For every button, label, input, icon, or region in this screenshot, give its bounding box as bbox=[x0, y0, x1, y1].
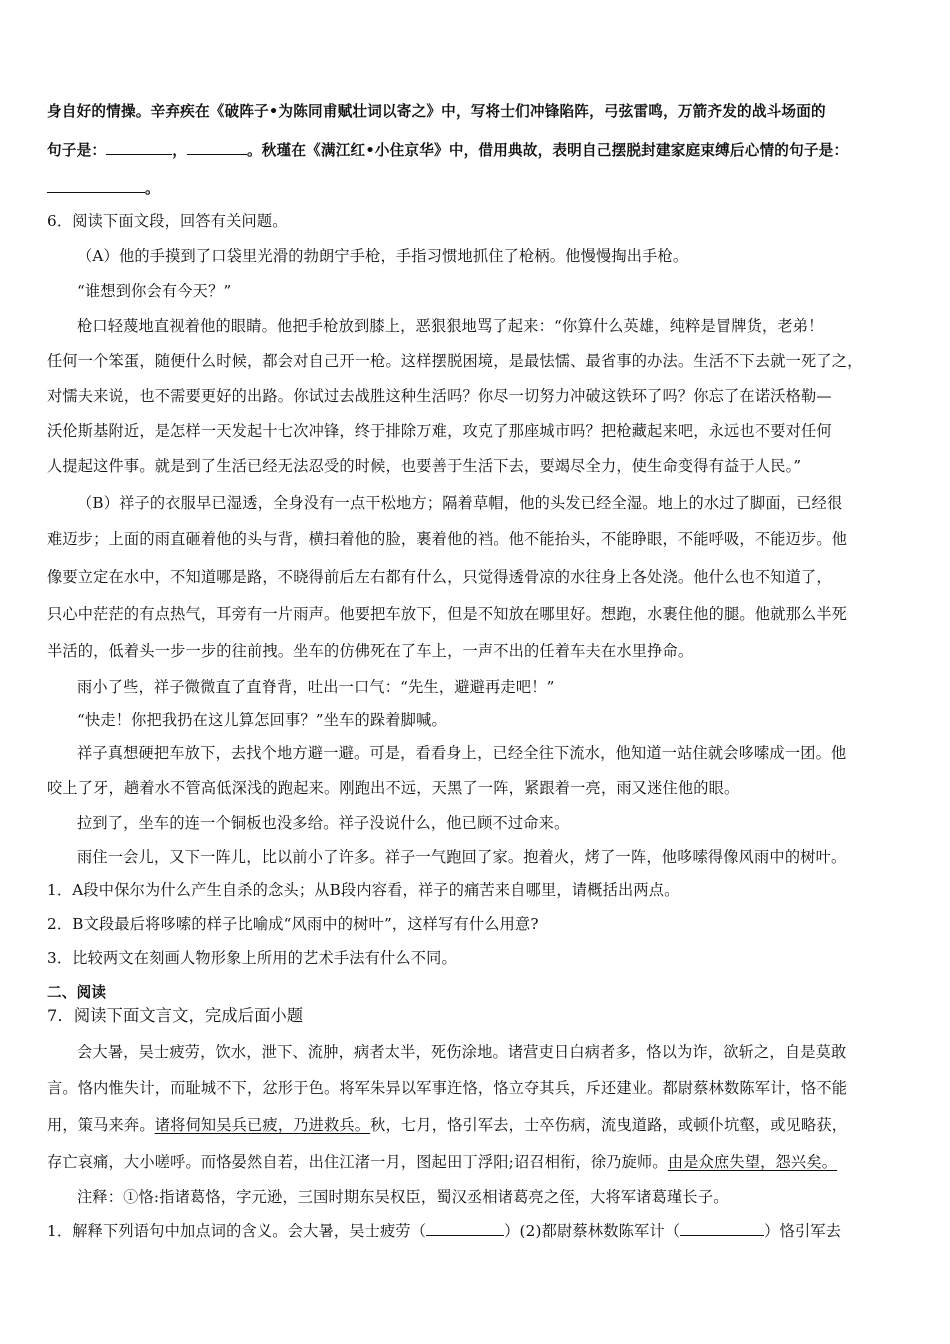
q7-passage-line-4 bbox=[47, 1151, 907, 1173]
q7-sub1-part-1: 1．解释下列语句中加点词的含义。会大暑，吴士疲劳（ bbox=[47, 1222, 427, 1240]
intro-line-2 bbox=[47, 138, 907, 162]
q6-a-line-2: “谁想到你会有今天？” bbox=[77, 282, 232, 300]
q6-b-line-11: 雨住一会儿，又下一阵儿，比以前小了许多。祥子一气跑回了家。抱着火，烤了一阵，他哆嗦得像风雨中的树叶。 bbox=[77, 848, 847, 866]
q6-a-line-4: 任何一个笨蛋，随便什么时候，都会对自己开一枪。这样摆脱困境，是最怯懦、最省事的办法。生活不下去就一死了之， bbox=[47, 352, 863, 370]
q6-subquestion-1: 1．A段中保尔为什么产生自杀的念头；从B段内容看，祥子的痛苦来自哪里，请概括出两点。 bbox=[47, 881, 680, 899]
q6-a-line-5: 对懦夫来说，也不需要更好的出路。你试过去战胜这种生活吗？你尽一切努力冲破这铁环了吗？你忘了在诺沃格勒— bbox=[47, 387, 832, 405]
q6-b-line-10: 拉到了，坐车的连一个铜板也没多给。祥子没说什么，他已顾不过命来。 bbox=[77, 814, 570, 832]
q6-b-line-3: 像要立定在水中，不知道哪是路，不晓得前后左右都有什么，只觉得透骨凉的水往身上各处浇。他什么也不知道了， bbox=[47, 568, 832, 586]
intro-line-2-prefix: 句子是： bbox=[47, 142, 107, 159]
q7-note: 注释：①恪:指诸葛恪，字元逊，三国时期东吴权臣，蜀汉丞相诸葛亮之侄，大将军诸葛瑾长子。 bbox=[77, 1188, 729, 1206]
q6-b-line-1: （B）祥子的衣服早已湿透，全身没有一点干松地方；隔着草帽，他的头发已经全湿。地上的水过了脚面，已经很 bbox=[77, 494, 843, 512]
answer-blank-3[interactable] bbox=[47, 176, 145, 193]
q6-a-line-6: 沃伦斯基附近，是怎样一天发起十七次冲锋，终于排除万难，攻克了那座城市吗？把枪藏起来吧，永远也不要对任何 bbox=[47, 422, 832, 440]
q6-subquestion-3: 3．比较两文在刻画人物形象上所用的艺术手法有什么不同。 bbox=[47, 949, 457, 967]
answer-blank-4[interactable] bbox=[426, 1219, 504, 1236]
q6-b-line-7: “快走！你把我扔在这儿算怎回事？”坐车的跺着脚喊。 bbox=[77, 711, 447, 729]
section-heading: 二、阅读 bbox=[47, 984, 107, 1001]
intro-line-3 bbox=[47, 176, 907, 200]
q7-passage-line-3-start: 用，策马来奔。 bbox=[47, 1116, 155, 1134]
q7-sub1-part-3: ）恪引军去 bbox=[764, 1222, 842, 1240]
answer-blank-1[interactable] bbox=[106, 138, 172, 155]
answer-blank-5[interactable] bbox=[680, 1219, 764, 1236]
q6-b-line-4: 只心中茫茫的有点热气，耳旁有一片雨声。他要把车放下，但是不知放在哪里好。想跑，水裹住他的腿。他就那么半死 bbox=[47, 605, 848, 623]
q6-a-line-7: 人提起这件事。就是到了生活已经无法忍受的时候，也要善于生活下去，要竭尽全力，使生命变得有益于人民。” bbox=[47, 457, 802, 475]
q6-a-line-1: （A）他的手摸到了口袋里光滑的勃朗宁手枪，手指习惯地抓住了枪柄。他慢慢掏出手枪。 bbox=[77, 247, 689, 265]
q6-b-line-8: 祥子真想硬把车放下，去找个地方避一避。可是，看看身上，已经全往下流水，他知道一站住就会哆嗦成一团。他 bbox=[77, 744, 847, 762]
q6-subquestion-2: 2．B文段最后将哆嗦的样子比喻成“风雨中的树叶”，这样写有什么用意? bbox=[47, 915, 539, 933]
q7-passage-line-2: 言。恪内惟失计，而耻城不下，忿形于色。将军朱异以军事迕恪，恪立夺其兵，斥还建业。都尉蔡林数陈军计，恪不能 bbox=[47, 1079, 848, 1097]
answer-blank-2[interactable] bbox=[187, 138, 247, 155]
q7-title: 7．阅读下面文言文，完成后面小题 bbox=[47, 1006, 304, 1025]
q6-b-line-2: 难迈步；上面的雨直砸着他的头与背，横扫着他的脸，裹着他的裆。他不能抬头，不能睁眼，不能呼吸，不能迈步。他 bbox=[47, 530, 848, 548]
q7-subquestion-1 bbox=[47, 1219, 907, 1242]
q7-sub1-part-2: ）(2)都尉蔡林数陈军计（ bbox=[504, 1222, 681, 1240]
q7-passage-line-3-end: 秋，七月，恪引军去，士卒伤病，流曳道路，或顿仆坑壑，或见略获， bbox=[370, 1116, 848, 1134]
q6-b-line-9: 咬上了牙，趟着水不管高低深浅的跑起来。刚跑出不远，天黑了一阵，紧跟着一亮，雨又迷住他的眼。 bbox=[47, 779, 740, 797]
q7-passage-line-4-start: 存亡哀痛，大小嗟呼。而恪晏然自若，出住江渚一月，图起田丁浮阳;诏召相衔，徐乃旋师。 bbox=[47, 1153, 668, 1171]
q7-passage-line-3 bbox=[47, 1114, 907, 1136]
q7-underlined-sentence-1: 诸将伺知吴兵已疲，乃进救兵。 bbox=[154, 1116, 371, 1134]
q6-b-line-5: 半活的，低着头一步一步的往前拽。坐车的仿佛死在了车上，一声不出的任着车夫在水里挣命。 bbox=[47, 642, 694, 660]
q7-passage-line-1: 会大暑，吴士疲劳，饮水，泄下、流肿，病者太半，死伤涂地。诸营吏日白病者多，恪以为诈，欲斩之，自是莫敢 bbox=[77, 1043, 847, 1061]
intro-line-2-suffix: 。秋瑾在《满江红•小住京华》中，借用典故，表明自己摆脱封建家庭束缚后心情的句子是： bbox=[246, 142, 849, 159]
intro-line-2-sep: ， bbox=[172, 142, 187, 159]
intro-line-1: 身自好的情操。辛弃疾在《破阵子•为陈同甫赋壮词以寄之》中，写将士们冲锋陷阵，弓弦雷鸣，万箭齐发的战斗场面的 bbox=[47, 103, 826, 120]
q6-title: 6．阅读下面文段，回答有关问题。 bbox=[47, 212, 288, 230]
intro-line-3-end: 。 bbox=[145, 180, 160, 197]
q7-underlined-sentence-2: 由是众庶失望，怨兴矣。 bbox=[667, 1153, 838, 1171]
q6-b-line-6: 雨小了些，祥子微微直了直脊背，吐出一口气：“先生，避避再走吧！” bbox=[77, 678, 555, 696]
q6-a-line-3: 枪口轻蔑地直视着他的眼睛。他把手枪放到膝上，恶狠狠地骂了起来：“你算什么英雄，纯粹是冒牌货，老弟！ bbox=[77, 317, 824, 335]
